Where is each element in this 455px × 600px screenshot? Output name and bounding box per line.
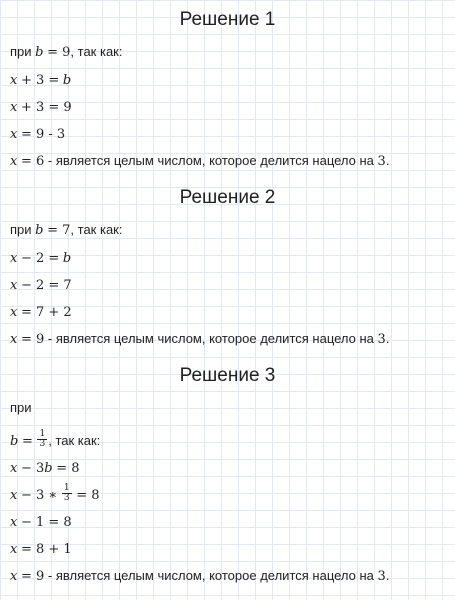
solution-3-step-1 bbox=[10, 460, 80, 477]
result-number: 3 bbox=[377, 332, 386, 347]
expression: − 3 ∗ bbox=[20, 487, 58, 503]
variable-x: x bbox=[10, 542, 18, 557]
variable-b: b bbox=[44, 461, 53, 476]
variable-x: x bbox=[10, 305, 18, 320]
variable-x: x bbox=[10, 127, 18, 142]
solution-3-title: Решение 3 bbox=[179, 365, 276, 386]
result-dot: . bbox=[385, 331, 390, 346]
variable-x: x bbox=[10, 278, 18, 293]
variable-x: x bbox=[10, 100, 18, 115]
result-dot: . bbox=[385, 568, 390, 583]
result-equals: = 9 bbox=[20, 569, 45, 584]
solution-3-step-2 bbox=[10, 483, 100, 505]
condition-suffix: , так как: bbox=[48, 432, 101, 448]
variable-x: x bbox=[10, 251, 18, 266]
variable-x: x bbox=[10, 73, 18, 88]
solution-1-step-1 bbox=[10, 72, 71, 89]
condition-equals: = bbox=[21, 433, 33, 449]
variable-x: x bbox=[10, 332, 18, 347]
result-text: - является целым числом, которое делится нацело на bbox=[47, 331, 374, 346]
solution-3-condition bbox=[10, 429, 101, 451]
variable-b: b bbox=[35, 223, 44, 238]
variable-x: x bbox=[10, 154, 18, 169]
result-text: - является целым числом, которое делится нацело на bbox=[47, 153, 374, 168]
solution-3-condition-prefix bbox=[10, 400, 32, 416]
solution-2-title: Решение 2 bbox=[179, 187, 276, 208]
expression: − 1 = 8 bbox=[20, 515, 72, 530]
expression: = 9 - 3 bbox=[20, 127, 66, 142]
expression: − 2 = 7 bbox=[20, 278, 72, 293]
fraction-numerator: 1 bbox=[39, 429, 46, 439]
result-number: 3 bbox=[377, 569, 386, 584]
result-equals: = 9 bbox=[20, 332, 45, 347]
result-equals: = 6 bbox=[20, 154, 45, 169]
solution-1-result bbox=[10, 153, 389, 170]
fraction-denominator: 3 bbox=[39, 439, 46, 449]
expression: − 2 = bbox=[20, 251, 60, 266]
expression-result: = 8 bbox=[76, 487, 100, 503]
condition-equals: = 9 bbox=[47, 45, 71, 60]
expression: = 7 + 2 bbox=[20, 305, 72, 320]
solution-2-step-3 bbox=[10, 304, 72, 321]
expression: + 3 = 9 bbox=[20, 100, 72, 115]
variable-b: b bbox=[62, 251, 72, 266]
solution-1-step-2 bbox=[10, 99, 72, 116]
solution-1-step-3 bbox=[10, 126, 65, 143]
solution-2-result bbox=[10, 331, 389, 348]
fraction-numerator: 1 bbox=[63, 483, 70, 493]
condition-equals: = 7 bbox=[47, 223, 71, 238]
solution-3-step-4 bbox=[10, 541, 72, 558]
solution-2-step-2 bbox=[10, 277, 72, 294]
solution-1-title: Решение 1 bbox=[179, 9, 276, 30]
expression: = 8 + 1 bbox=[20, 542, 72, 557]
condition-suffix: , так как: bbox=[70, 222, 123, 237]
fraction-denominator: 3 bbox=[63, 493, 70, 503]
expression-result: = 8 bbox=[56, 461, 80, 476]
solution-3-step-3 bbox=[10, 514, 72, 531]
variable-x: x bbox=[10, 569, 18, 584]
solution-2-step-1 bbox=[10, 250, 71, 267]
condition-suffix: , так как: bbox=[70, 44, 123, 59]
result-text: - является целым числом, которое делится нацело на bbox=[47, 568, 374, 583]
expression: − 3 bbox=[20, 461, 45, 476]
variable-x: x bbox=[10, 487, 18, 503]
expression: + 3 = bbox=[20, 73, 60, 88]
condition-prefix: при bbox=[10, 44, 32, 59]
variable-b: b bbox=[35, 45, 44, 60]
solution-1-condition bbox=[10, 44, 122, 61]
solution-3-result bbox=[10, 568, 389, 585]
condition-prefix: при bbox=[10, 222, 32, 237]
variable-x: x bbox=[10, 461, 18, 476]
fraction-one-third bbox=[62, 484, 72, 503]
solution-2-condition bbox=[10, 222, 122, 239]
result-dot: . bbox=[385, 153, 390, 168]
variable-b: b bbox=[62, 73, 72, 88]
variable-x: x bbox=[10, 515, 18, 530]
fraction-one-third bbox=[37, 430, 47, 449]
variable-b: b bbox=[10, 433, 19, 449]
result-number: 3 bbox=[377, 154, 386, 169]
condition-prefix: при bbox=[10, 400, 32, 415]
